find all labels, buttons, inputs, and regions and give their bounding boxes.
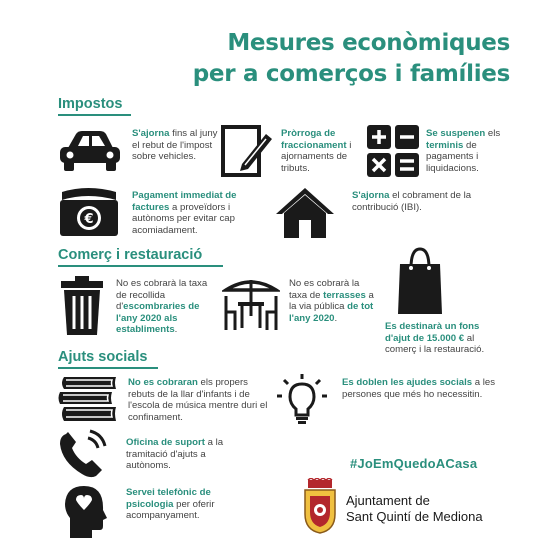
calc-text: Se suspenen els terminis de pagaments i liquidacions. <box>426 128 501 174</box>
section-rule-ajuts <box>58 367 158 369</box>
org-line-1: Ajuntament de <box>346 493 430 508</box>
calculator-icon <box>366 124 420 178</box>
car-text: S'ajorna fins al juny el rebut de l'impost sobre vehicles. <box>132 128 218 163</box>
document-pen-icon <box>220 124 274 178</box>
section-rule-impostos <box>58 114 131 116</box>
bulb-text: Es doblen les ajudes socials a les persones que més ho necessitin. <box>342 377 496 400</box>
bag-text: Es destinarà un fons d'ajut de 15.000 € al comerç i la restauració. <box>385 321 485 356</box>
bin-text: No es cobrarà la taxa de recollida d'escombraries de l'any 2020 als establiments. <box>116 278 208 336</box>
car-icon <box>58 130 122 172</box>
phone-text: Oficina de suport a la tramitació d'ajuts a autònoms. <box>126 437 224 472</box>
terrace-table-icon <box>222 276 280 332</box>
money-text: Pagament immediat de factures a proveïdors i autònoms per evitar cap acomiadament. <box>132 190 237 236</box>
organization-name <box>346 493 483 525</box>
hashtag-label: #JoEmQuedoACasa <box>350 456 478 471</box>
section-rule-comerc <box>58 265 223 267</box>
section-heading-impostos: Impostos <box>58 96 123 112</box>
title-line-2: per a comerços i famílies <box>192 61 510 87</box>
euro-money-icon <box>58 186 120 238</box>
terrace-text: No es cobrarà la taxa de terrasses a la via pública de tot l'any 2020. <box>289 278 374 324</box>
shopping-bag-icon <box>396 246 444 316</box>
house-icon <box>274 186 336 240</box>
section-heading-ajuts: Ajuts socials <box>58 349 148 365</box>
house-text: S'ajorna el cobrament de la contribució (IBI). <box>352 190 472 213</box>
page-title <box>130 28 510 90</box>
lightbulb-icon <box>274 372 330 426</box>
section-heading-comerc: Comerç i restauració <box>58 247 203 263</box>
title-line-1: Mesures econòmiques <box>227 30 510 56</box>
doc-text: Pròrroga de fraccionament i ajornaments de tributs. <box>281 128 352 174</box>
head-text: Servei telefònic de psicologia per oferir acompanyament. <box>126 487 215 522</box>
svg-text:€: € <box>84 212 94 227</box>
phone-icon <box>58 428 112 480</box>
trash-bin-icon <box>60 276 104 336</box>
head-heart-icon <box>62 484 108 540</box>
books-icon <box>58 375 120 423</box>
municipal-crest-icon <box>300 478 340 539</box>
books-text: No es cobraran els propers rebuts de la llar d'infants i de l'escola de música mentre duri el confinament. <box>128 377 268 423</box>
org-line-2: Sant Quintí de Mediona <box>346 509 483 524</box>
